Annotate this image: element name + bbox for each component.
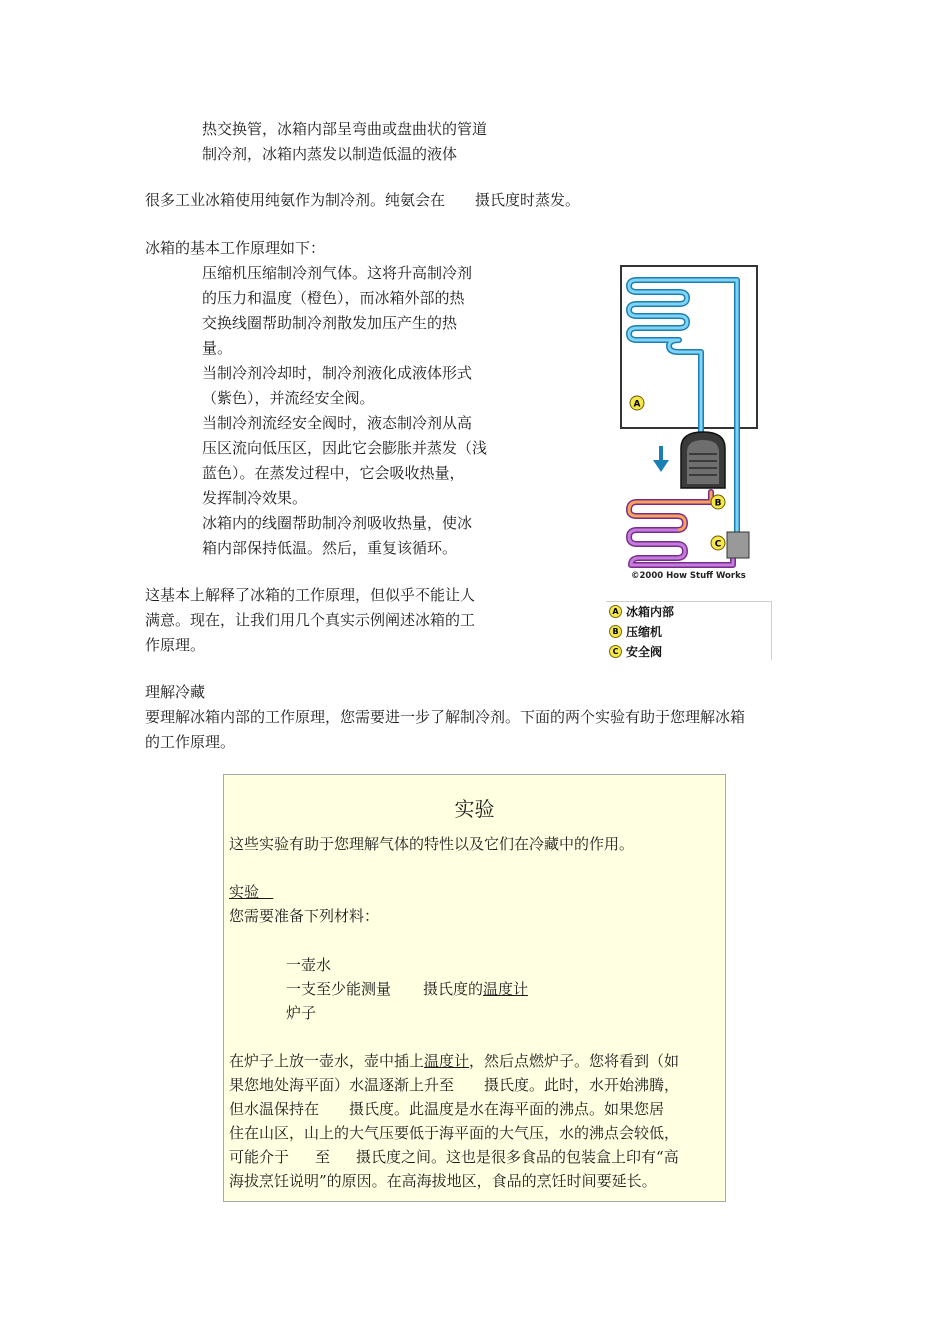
diagram-legend (606, 601, 772, 660)
marker-c-label: C (714, 539, 722, 550)
paragraph-text: 摄氏度。此温度是水在海平面的沸点。如果您居 (349, 1100, 665, 1118)
paragraph-text: 在炉子上放一壶水，壶中插上 (229, 1052, 425, 1070)
summary-line: 作原理。 (145, 636, 206, 654)
paragraph-text: 摄氏度之间。这也是很多食品的包装盒上印有“高 (356, 1148, 679, 1166)
legend-badge-a: A (609, 605, 622, 618)
thermometer-link[interactable]: 温度计 (424, 1052, 470, 1070)
summary-line: 满意。现在，让我们用几个真实示例阐述冰箱的工 (145, 611, 476, 629)
paragraph-text: ，然后点燃炉子。您将看到（如 (469, 1052, 680, 1070)
paragraph-text: 可能介于 (229, 1148, 290, 1166)
paragraph-line (229, 1051, 679, 1071)
marker-b-label: B (714, 498, 722, 509)
step-line: （紫色），并流经安全阀。 (202, 389, 375, 407)
ammonia-text-before: 很多工业冰箱使用纯氨作为制冷剂。纯氨会在 (145, 191, 446, 209)
step-line: 当制冷剂流经安全阀时，液态制冷剂从高 (202, 414, 473, 432)
material-text: 一支至少能测量 (286, 980, 392, 998)
ammonia-sentence (145, 190, 580, 210)
step-line: 压缩机压缩制冷剂气体。这将升高制冷剂 (202, 264, 473, 282)
ammonia-text-after: 摄氏度时蒸发。 (475, 191, 581, 209)
legend-text: 安全阀 (626, 644, 663, 659)
step-line: 量。 (202, 339, 233, 357)
experiment-intro: 这些实验有助于您理解气体的特性以及它们在冷藏中的作用。 (229, 835, 635, 853)
step-line: 的压力和温度（橙色），而冰箱外部的热 (202, 289, 465, 307)
section-body-line: 的工作原理。 (145, 733, 236, 751)
downward-arrow (653, 446, 669, 472)
paragraph-text: 摄氏度。此时，水开始沸腾， (484, 1076, 680, 1094)
paragraph-line: 住在山区，山上的大气压要低于海平面的大气压，水的沸点会较低， (229, 1124, 680, 1142)
paragraph-line: 海拔烹饪说明”的原因。在高海拔地区，食品的烹饪时间要延长。 (229, 1172, 657, 1190)
materials-intro: 您需要准备下列材料： (229, 907, 380, 925)
legend-badge-c: C (609, 645, 622, 658)
marker-a (630, 396, 644, 410)
experiment-subheading-underline (259, 883, 273, 901)
refrigerator-diagram (615, 262, 765, 584)
experiment-subheading (229, 882, 273, 902)
experiment-box (223, 774, 726, 1202)
paragraph-line (229, 1075, 679, 1095)
legend-text: 冰箱内部 (626, 604, 675, 619)
legend-text: 压缩机 (626, 624, 663, 639)
material-item (286, 979, 528, 999)
material-item: 炉子 (286, 1004, 317, 1022)
intro-line-2: 制冷剂，冰箱内蒸发以制造低温的液体 (202, 145, 458, 163)
experiment-box-title: 实验 (454, 797, 495, 821)
paragraph-text: 果您地处海平面）水温逐渐上升至 (229, 1076, 455, 1094)
paragraph-line (229, 1099, 664, 1119)
section-body-line: 要理解冰箱内部的工作原理，您需要进一步了解制冷剂。下面的两个实验有助于您理解冰箱 (145, 708, 746, 726)
step-line: 交换线圈帮助制冷剂散发加压产生的热 (202, 314, 458, 332)
marker-c (711, 536, 725, 550)
summary-line: 这基本上解释了冰箱的工作原理，但似乎不能让人 (145, 586, 476, 604)
valve-block (727, 532, 749, 558)
material-text: 摄氏度的 (423, 980, 484, 998)
paragraph-text: 至 (315, 1148, 331, 1166)
section-title: 理解冷藏 (145, 683, 206, 701)
paragraph-text: 但水温保持在 (229, 1100, 320, 1118)
experiment-subheading-text: 实验 (229, 883, 260, 901)
marker-b (711, 495, 725, 509)
step-line: 箱内部保持低温。然后，重复该循环。 (202, 539, 458, 557)
diagram-copyright: ©2000 How Stuff Works (631, 571, 746, 581)
thermometer-link[interactable]: 温度计 (483, 980, 529, 998)
compressor (681, 432, 725, 488)
marker-a-label: A (633, 399, 641, 410)
step-line: 蓝色）。在蒸发过程中，它会吸收热量， (202, 464, 465, 482)
legend-item (609, 642, 662, 660)
legend-badge-b: B (609, 625, 622, 638)
material-item: 一壶水 (286, 956, 332, 974)
intro-line-1: 热交换管，冰箱内部呈弯曲或盘曲状的管道 (202, 120, 488, 138)
paragraph-line (229, 1147, 679, 1167)
step-line: 当制冷剂冷却时，制冷剂液化成液体形式 (202, 364, 473, 382)
step-line: 冰箱内的线圈帮助制冷剂吸收热量，使冰 (202, 514, 473, 532)
principle-heading: 冰箱的基本工作原理如下： (145, 239, 326, 257)
legend-item (609, 602, 674, 620)
legend-item (609, 622, 662, 640)
step-line: 发挥制冷效果。 (202, 489, 308, 507)
step-line: 压区流向低压区，因此它会膨胀并蒸发（浅 (202, 439, 488, 457)
